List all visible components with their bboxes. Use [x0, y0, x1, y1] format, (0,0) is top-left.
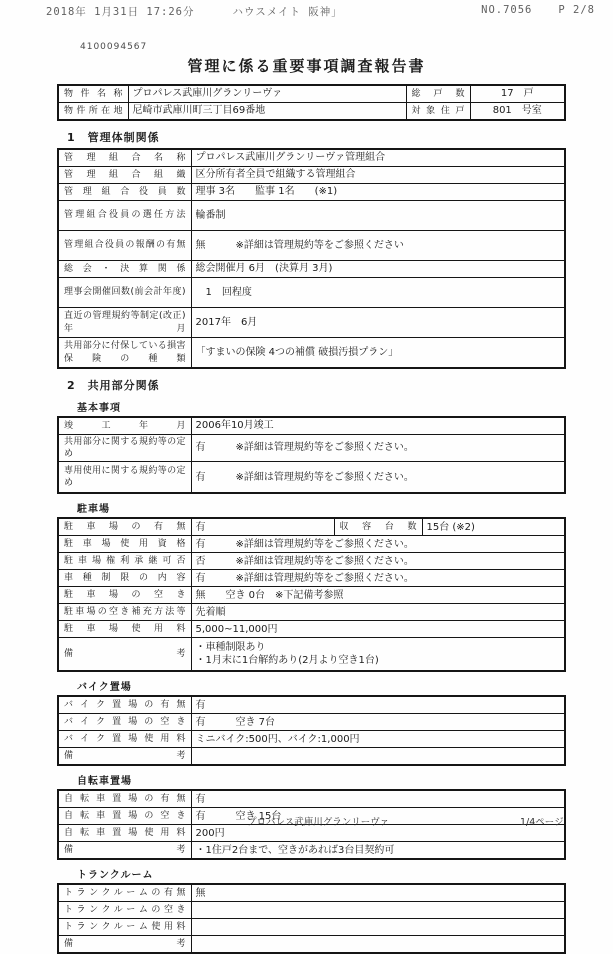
- row-label: 共用部分に関する規約等の定め: [58, 435, 191, 462]
- row-value: プロパレス武庫川グランリーヴァ管理組合: [191, 149, 565, 167]
- bike-heading: バイク置場: [77, 682, 132, 694]
- basic-items-heading: 基本事項: [77, 403, 121, 414]
- table-row: [58, 417, 565, 435]
- parking-heading: 駐車場: [77, 504, 110, 516]
- section2-heading: 2 共用部分関係: [67, 379, 160, 392]
- row-label: バイク置場の空き: [58, 714, 191, 731]
- target-unit-label: 対象住戸: [406, 103, 470, 121]
- fax-datetime: 2018年 1月31日 17:26分: [46, 6, 195, 18]
- table-row: [58, 731, 565, 748]
- row-value: 有 ※詳細は管理規約等をご参照ください。: [191, 435, 565, 462]
- table-row: [58, 201, 565, 231]
- table-row: [58, 184, 565, 201]
- row-label: 共用部分に付保している損害保険の種類: [58, 338, 191, 369]
- bicycle-heading: 自転車置場: [77, 776, 132, 788]
- parking-capacity-label: 収容台数: [334, 518, 422, 536]
- trunk-table: [57, 883, 566, 954]
- table-row: [58, 308, 565, 338]
- row-value: 有 ※詳細は管理規約等をご参照ください。: [191, 462, 565, 494]
- row-value: 有: [191, 696, 565, 714]
- table-row: [58, 696, 565, 714]
- table-row: [58, 149, 565, 167]
- row-label: 自転車置場の有無: [58, 790, 191, 808]
- table-row: [58, 748, 565, 766]
- fax-page-number: P 2/8: [558, 4, 595, 16]
- row-label: 駐車場使用資格: [58, 536, 191, 553]
- row-value: 理事 3名 監事 1名 (※1): [191, 184, 565, 201]
- row-label: 車種制限の内容: [58, 570, 191, 587]
- report-title: 管理に係る重要事項調査報告書: [187, 57, 426, 75]
- remark-line: ・車種制限あり: [195, 641, 266, 653]
- document-code: 4100094567: [80, 42, 148, 52]
- row-label: 駐車場使用料: [58, 621, 191, 638]
- row-value: 2017年 6月: [191, 308, 565, 338]
- row-value: 有 ※詳細は管理規約等をご参照ください。: [191, 536, 565, 553]
- row-value: 「すまいの保険 4つの補償 破損汚損プラン」: [191, 338, 565, 369]
- row-value: 有 空き 15台: [191, 808, 565, 825]
- row-value: 否 ※詳細は管理規約等をご参照ください。: [191, 553, 565, 570]
- row-value: 200円: [191, 825, 565, 842]
- row-value: 総会開催月 6月 (決算月 3月): [191, 261, 565, 278]
- row-label: 専用使用に関する規約等の定め: [58, 462, 191, 494]
- row-label: 直近の管理規約等制定(改正)年月: [58, 308, 191, 338]
- table-row: [58, 884, 565, 902]
- row-value: [191, 902, 565, 919]
- table-row: [58, 85, 565, 103]
- remarks-label: 備考: [58, 936, 191, 954]
- bike-table: [57, 695, 566, 766]
- parking-capacity-value: 15台 (※2): [422, 518, 565, 536]
- table-row: [58, 536, 565, 553]
- table-row: [58, 462, 565, 494]
- table-row: [58, 278, 565, 308]
- remarks-value: [191, 936, 565, 954]
- row-label: バイク置場の有無: [58, 696, 191, 714]
- remarks-label: 備考: [58, 748, 191, 766]
- property-address-label: 物件所在地: [58, 103, 128, 121]
- section1-table: [57, 148, 566, 369]
- parking-table: [57, 517, 566, 672]
- table-row: [58, 231, 565, 261]
- table-row: [58, 553, 565, 570]
- row-value: ミニバイク:500円、バイク:1,000円: [191, 731, 565, 748]
- table-row: [58, 587, 565, 604]
- remark-line: ・1月末に1台解約あり(2月より空き1台): [195, 655, 379, 667]
- row-label: 総会・決算関係: [58, 261, 191, 278]
- remarks-label: 備考: [58, 638, 191, 672]
- property-address-value: 尼崎市武庫川町三丁目69番地: [128, 103, 406, 121]
- table-row: [58, 638, 565, 672]
- footer-page-number: 1/4ページ: [520, 817, 564, 828]
- table-row: [58, 604, 565, 621]
- row-value: 輪番制: [191, 201, 565, 231]
- row-label: トランクルーム使用料: [58, 919, 191, 936]
- row-label: 自転車置場の空き: [58, 808, 191, 825]
- row-value: 先着順: [191, 604, 565, 621]
- row-value: [191, 919, 565, 936]
- remarks-value: [191, 748, 565, 766]
- row-label: 駐車場権利承継可否: [58, 553, 191, 570]
- row-label: 管理組合役員の選任方法: [58, 201, 191, 231]
- row-label: 駐車場の有無: [58, 518, 191, 536]
- row-value: 有: [191, 790, 565, 808]
- table-row: [58, 435, 565, 462]
- table-row: [58, 518, 565, 536]
- remarks-value: [191, 638, 565, 672]
- row-value: 区分所有者全員で組織する管理組合: [191, 167, 565, 184]
- fax-sender: ハウスメイト 阪神」: [232, 6, 343, 18]
- table-row: [58, 842, 565, 860]
- row-value: 有 ※詳細は管理規約等をご参照ください。: [191, 570, 565, 587]
- property-name-label: 物件名称: [58, 85, 128, 103]
- row-value: 有: [191, 518, 334, 536]
- table-row: [58, 936, 565, 954]
- table-row: [58, 919, 565, 936]
- row-value: 2006年10月竣工: [191, 417, 565, 435]
- fax-header: [46, 4, 595, 19]
- table-row: [58, 714, 565, 731]
- row-label: バイク置場使用料: [58, 731, 191, 748]
- basic-items-table: [57, 416, 566, 494]
- table-row: [58, 338, 565, 369]
- row-label: 理事会開催回数(前会計年度): [58, 278, 191, 308]
- row-value: 有 空き 7台: [191, 714, 565, 731]
- footer-property-name: プロパレス武庫川グランリーヴァ: [247, 817, 390, 828]
- remarks-value: ・1住戸2台まで、空きがあれば3台目契約可: [191, 842, 565, 860]
- row-value: 無 ※詳細は管理規約等をご参照ください: [191, 231, 565, 261]
- row-value: 5,000~11,000円: [191, 621, 565, 638]
- row-label: トランクルームの有無: [58, 884, 191, 902]
- row-label: 駐車場の空き補充方法等: [58, 604, 191, 621]
- property-name-value: プロパレス武庫川グランリーヴァ: [128, 85, 406, 103]
- table-row: [58, 790, 565, 808]
- row-label: 管理組合組織: [58, 167, 191, 184]
- section1-heading: 1 管理体制関係: [67, 131, 160, 144]
- row-label: 竣工年月: [58, 417, 191, 435]
- total-units-value: 17 戸: [470, 85, 565, 103]
- row-value: 無 空き 0台 ※下記備考参照: [191, 587, 565, 604]
- row-label: 自転車置場使用料: [58, 825, 191, 842]
- table-row: [58, 621, 565, 638]
- row-value: 無: [191, 884, 565, 902]
- table-row: [58, 103, 565, 121]
- fax-number: NO.7056: [481, 4, 533, 16]
- row-label: 管理組合役員の報酬の有無: [58, 231, 191, 261]
- row-label: 管理組合役員数: [58, 184, 191, 201]
- remarks-label: 備考: [58, 842, 191, 860]
- table-row: [58, 167, 565, 184]
- table-row: [58, 902, 565, 919]
- trunk-heading: トランクルーム: [77, 870, 154, 882]
- row-label: トランクルームの空き: [58, 902, 191, 919]
- table-row: [58, 570, 565, 587]
- total-units-label: 総戸数: [406, 85, 470, 103]
- row-label: 管理組合名称: [58, 149, 191, 167]
- table-row: [58, 261, 565, 278]
- property-table: [57, 84, 566, 121]
- target-unit-value: 801 号室: [470, 103, 565, 121]
- row-value: 1 回程度: [191, 278, 565, 308]
- row-label: 駐車場の空き: [58, 587, 191, 604]
